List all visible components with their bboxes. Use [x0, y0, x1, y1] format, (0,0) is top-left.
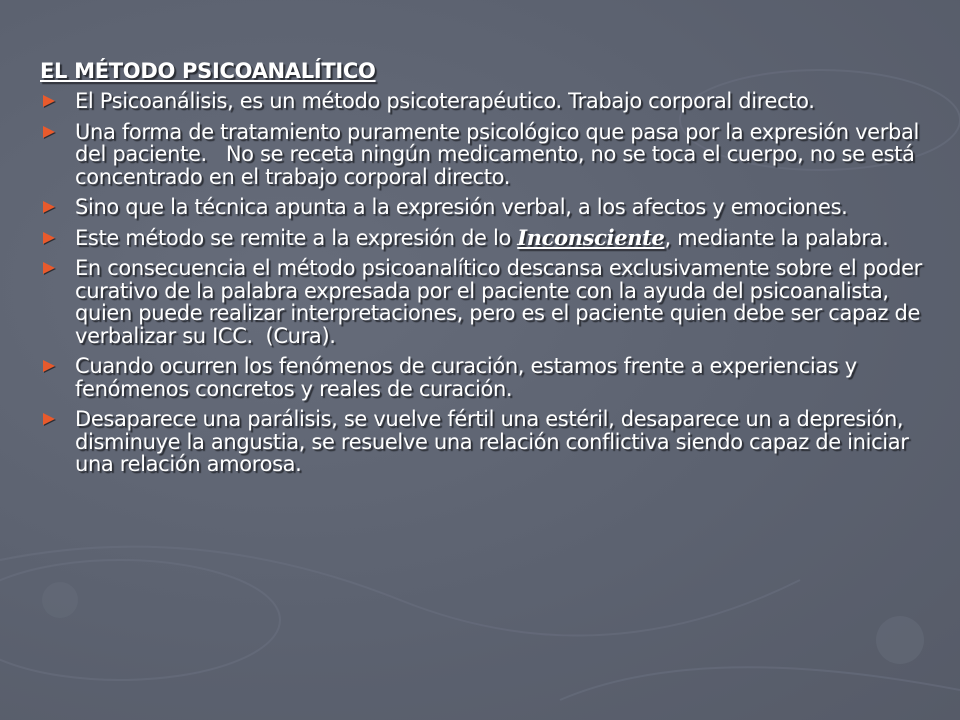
- bullet-text: Cuando ocurren los fenómenos de curación, estamos frente a experiencias y fenómenos concretos y reales de curación.: [75, 354, 857, 401]
- bullet-list: [40, 90, 935, 476]
- emphasis-inconsciente: Inconsciente: [517, 224, 665, 250]
- triangle-right-icon: [43, 413, 55, 425]
- bullet-item: [40, 355, 935, 400]
- bullet-text: Sino que la técnica apunta a la expresión verbal, a los afectos y emociones.: [75, 195, 848, 219]
- bullet-text: En consecuencia el método psicoanalítico descansa exclusivamente sobre el poder curativo de la palabra expresada por el paciente con la ayuda del psicoanalista, quien puede realizar interpretaciones, pero es el paciente quien debe ser capaz de verbalizar su ICC. (Cura).: [75, 256, 929, 348]
- triangle-right-icon: [43, 232, 55, 244]
- triangle-right-icon: [43, 95, 55, 107]
- triangle-right-icon: [43, 126, 55, 138]
- bullet-text: Una forma de tratamiento puramente psicológico que pasa por la expresión verbal del paciente. No se receta ningún medicamento, no se toca el cuerpo, no se está concentrado en el trabajo corporal directo.: [75, 119, 926, 189]
- slide-title: EL MÉTODO PSICOANALÍTICO: [40, 59, 376, 83]
- bullet-item: [40, 121, 935, 189]
- triangle-right-icon: [43, 201, 55, 213]
- bullet-text: El Psicoanálisis, es un método psicoterapéutico. Trabajo corporal directo.: [75, 89, 815, 113]
- bullet-item: [40, 408, 935, 476]
- bullet-text-before: Este método se remite a la expresión de lo: [75, 225, 518, 250]
- slide-content: [40, 58, 935, 484]
- bullet-item: [40, 196, 935, 219]
- bullet-item: [40, 224, 935, 250]
- bullet-item: [40, 257, 935, 347]
- triangle-right-icon: [43, 360, 55, 372]
- bullet-item: [40, 90, 935, 113]
- bullet-text-after: , mediante la palabra.: [664, 225, 889, 250]
- triangle-right-icon: [43, 262, 55, 274]
- bullet-text: Desaparece una parálisis, se vuelve fértil una estéril, desaparece un a depresión, disminuye la angustia, se resuelve una relación conflictiva siendo capaz de iniciar una relación amorosa.: [75, 407, 909, 476]
